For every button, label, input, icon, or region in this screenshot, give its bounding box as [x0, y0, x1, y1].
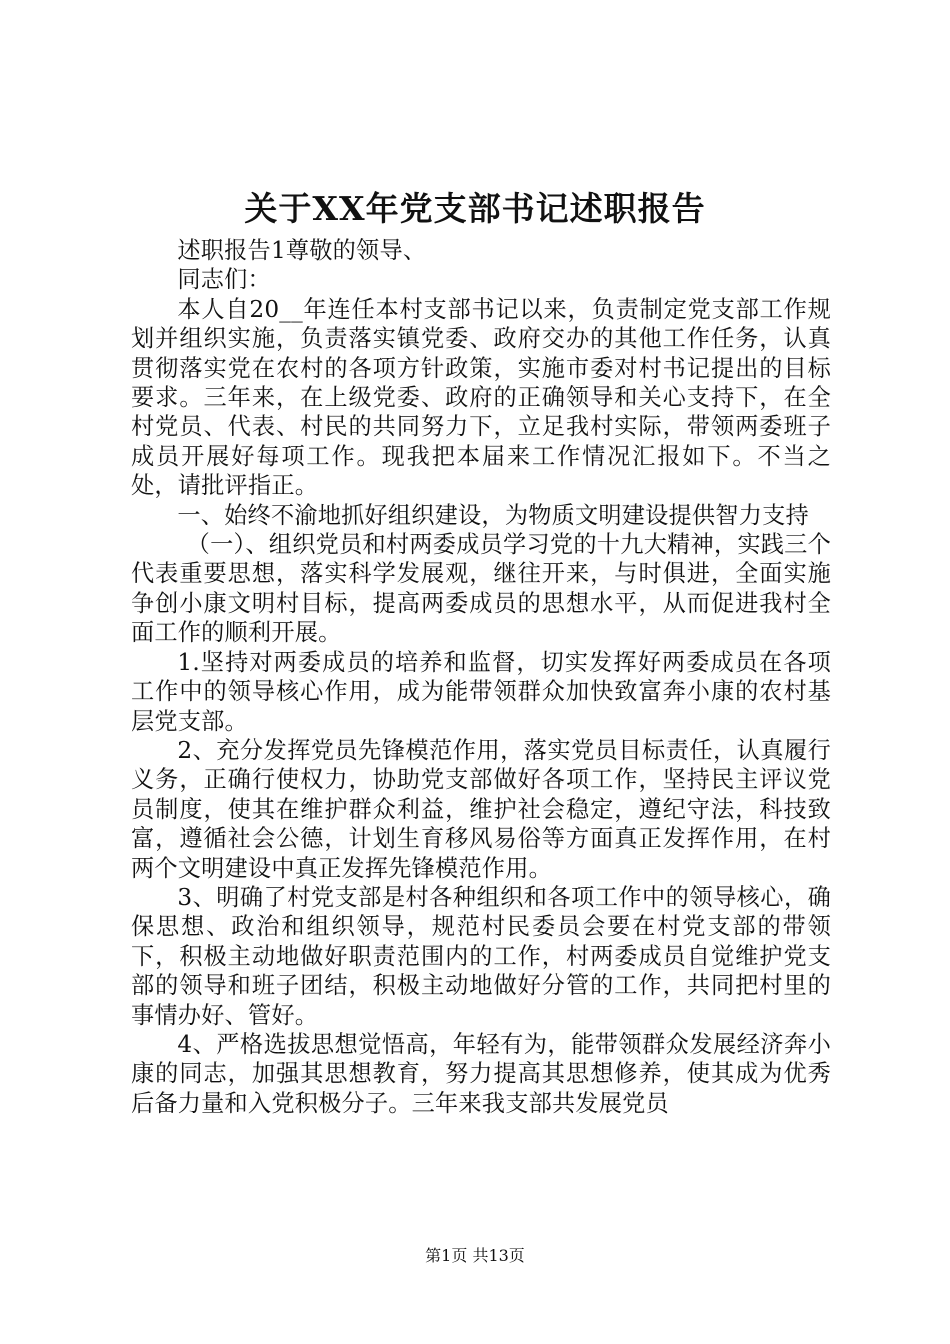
page-footer: 第1页 共13页 [425, 1246, 525, 1265]
paragraph-greeting: 述职报告1尊敬的领导、 [177, 237, 427, 264]
list-item-1: 1.坚持对两委成员的培养和监督，切实发挥好两委成员在各项工作中的领导核心作用，成为能带领群众加快致富奔小康的农村基层党支部。 [131, 648, 831, 735]
document-body [131, 236, 831, 1118]
section-heading-1: 一、始终不渝地抓好组织建设，为物质文明建设提供智力支持 [177, 501, 809, 529]
list-item-2: 2、充分发挥党员先锋模范作用，落实党员目标责任，认真履行义务，正确行使权力，协助党支部做好各项工作，坚持民主评议党员制度，使其在维护群众利益，维护社会稳定，遵纪守法，科技致富，遵循社会公德，计划生育移风易俗等方面真正发挥作用，在村两个文明建设中真正发挥先锋模范作用。 [131, 736, 831, 882]
paragraph-intro: 本人自20__年连任本村支部书记以来，负责制定党支部工作规划并组织实施，负责落实镇党委、政府交办的其他工作任务，认真贯彻落实党在农村的各项方针政策，实施市委对村书记提出的目标要求。三年来，在上级党委、政府的正确领导和关心支持下，在全村党员、代表、村民的共同努力下，立足我村实际，带领两委班子成员开展好每项工作。现我把本届来工作情况汇报如下。不当之处，请批评指正。 [131, 295, 831, 500]
list-item-4: 4、严格选拔思想觉悟高，年轻有为，能带领群众发展经济奔小康的同志，加强其思想教育，努力提高其思想修养，使其成为优秀后备力量和入党积极分子。三年来我支部共发展党员 [131, 1030, 831, 1117]
document-title: 关于XX年党支部书记述职报告 [244, 189, 706, 228]
list-item-3: 3、明确了村党支部是村各种组织和各项工作中的领导核心，确保思想、政治和组织领导，规范村民委员会要在村党支部的带领下，积极主动地做好职责范围内的工作，村两委成员自觉维护党支部的领导和班子团结，积极主动地做好分管的工作，共同把村里的事情办好、管好。 [131, 883, 831, 1029]
paragraph-salutation: 同志们： [177, 266, 271, 294]
subsection-1: （一）、组织党员和村两委成员学习党的十九大精神，实践三个代表重要思想，落实科学发展观，继往开来，与时俱进，全面实施争创小康文明村目标，提高两委成员的思想水平，从而促进我村全面工作的顺利开展。 [131, 531, 831, 647]
